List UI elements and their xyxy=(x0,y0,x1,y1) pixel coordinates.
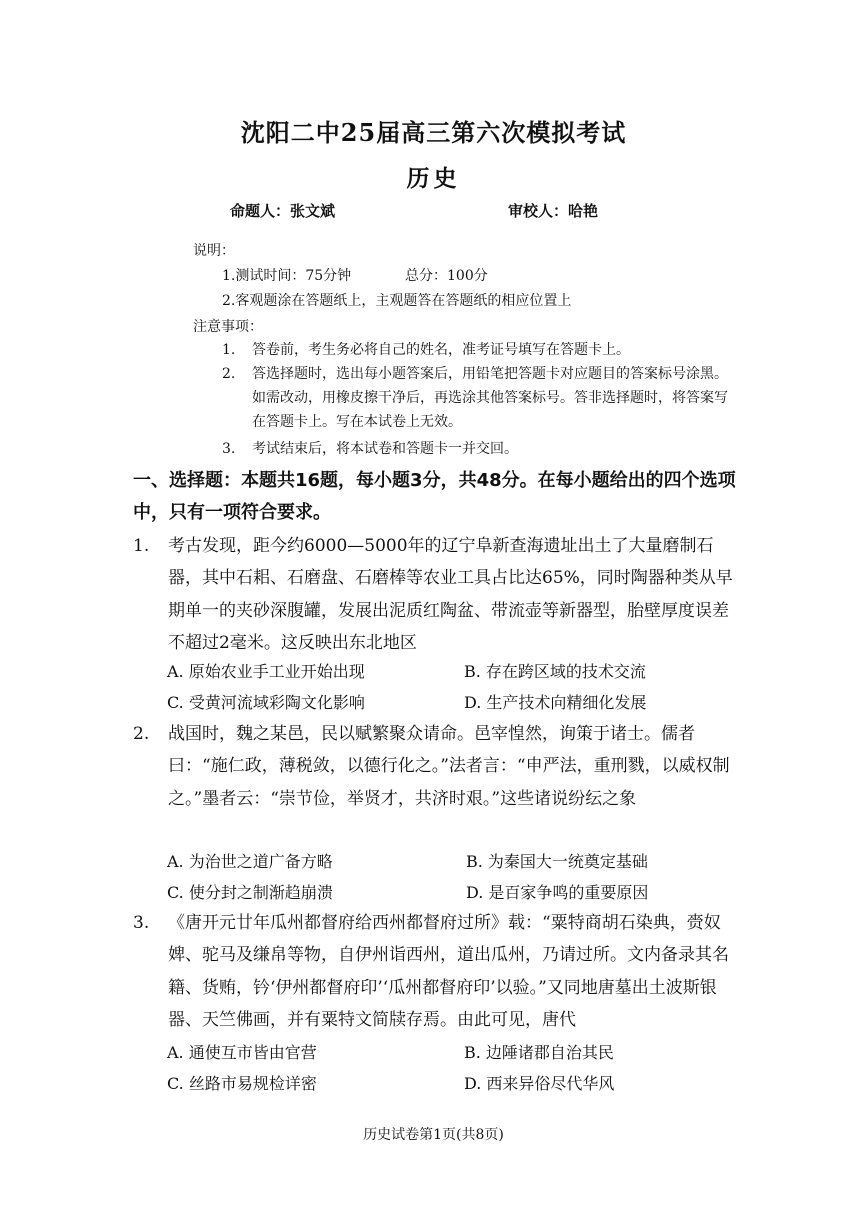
option-a: A. 原始农业手工业开始出现 xyxy=(167,662,365,681)
question-stem: 《唐开元廿年瓜州都督府给西州都督府过所》载：“粟特商胡石染典，赍奴婢、驼马及缣帛等物，自伊州诣西州，道出瓜州，乃请过所。文内备录其名籍、货贿，钤‘伊州都督府印’‘瓜州都督府印’以验。”又同地唐墓出土波斯银器、天竺佛画，并有粟特文简牍存焉。由此可见，唐代 xyxy=(168,913,729,1030)
notice-text: 考试结束后，将本试卷和答题卡一并交回。 xyxy=(252,441,518,457)
option-d: D. 是百家争鸣的重要原因 xyxy=(466,883,649,902)
question-number: 3. xyxy=(133,913,150,933)
option-a: A. 通使互市皆由官营 xyxy=(167,1043,317,1062)
option-b: B. 为秦国大一统奠定基础 xyxy=(466,852,648,871)
instructions-score: 总分：100分 xyxy=(405,268,488,284)
notices-heading: 注意事项： xyxy=(193,319,263,335)
question-2 xyxy=(133,718,745,848)
option-c: C. 受黄河流域彩陶文化影响 xyxy=(167,693,365,712)
notice-number: 3. xyxy=(222,441,236,457)
instructions-time: 1.测试时间：75分钟 xyxy=(222,268,352,284)
question-3 xyxy=(133,907,745,1037)
notice-text: 答选择题时，选出每小题答案后，用铅笔把答题卡对应题目的答案标号涂黑。如需改动，用橡皮擦干净后，再选涂其他答案标号。答非选择题时，将答案写在答题卡上。写在本试卷上无效。 xyxy=(252,366,728,430)
question-stem: 战国时，魏之某邑，民以赋繁聚众请命。邑宰惶然，询策于诸士。儒者曰：“施仁政，薄税敛，以德行化之。”法者言：“申严法，重刑戮，以威权制之。”墨者云：“崇节俭，举贤才，共济时艰。”这些诸说纷纭之象 xyxy=(168,724,730,809)
question-number: 2. xyxy=(133,724,150,744)
notice-text: 答卷前，考生务必将自己的姓名，准考证号填写在答题卡上。 xyxy=(252,342,630,358)
option-c: C. 丝路市易规检详密 xyxy=(167,1074,317,1093)
notice-item xyxy=(222,437,742,461)
exam-title: 沈阳二中25届高三第六次模拟考试 xyxy=(240,118,627,147)
notice-number: 2. xyxy=(222,366,236,382)
notice-number: 1. xyxy=(222,342,236,358)
author-line: 命题人：张文斌 xyxy=(230,202,336,220)
subject-title: 历史 xyxy=(406,165,461,192)
option-d: D. 生产技术向精细化发展 xyxy=(464,693,647,712)
option-c: C. 使分封之制渐趋崩溃 xyxy=(167,883,333,902)
option-b: B. 边陲诸郡自治其民 xyxy=(464,1043,614,1062)
question-number: 1. xyxy=(133,536,150,556)
instructions-heading: 说明： xyxy=(193,243,235,259)
instructions-answer-location: 2.客观题涂在答题纸上，主观题答在答题纸的相应位置上 xyxy=(222,293,572,309)
option-b: B. 存在跨区域的技术交流 xyxy=(464,662,646,681)
section-heading: 一、选择题：本题共16题，每小题3分，共48分。在每小题给出的四个选项中，只有一项符合要求。 xyxy=(133,470,736,523)
question-stem: 考古发现，距今约6000—5000年的辽宁阜新查海遗址出土了大量磨制石器，其中石耜、石磨盘、石磨棒等农业工具占比达65%，同时陶器种类从早期单一的夹砂深腹罐，发展出泥质红陶盆、带流壶等新器型，胎壁厚度误差不超过2毫米。这反映出东北地区 xyxy=(168,536,733,653)
notice-item xyxy=(222,338,742,362)
option-a: A. 为治世之道广备方略 xyxy=(167,852,333,871)
reviewer-line: 审校人：哈艳 xyxy=(508,202,599,220)
page-footer: 历史试卷第1页(共8页) xyxy=(363,1127,504,1143)
question-1 xyxy=(133,530,745,660)
option-d: D. 西来异俗尽代华风 xyxy=(464,1074,615,1093)
notice-item xyxy=(222,362,742,434)
